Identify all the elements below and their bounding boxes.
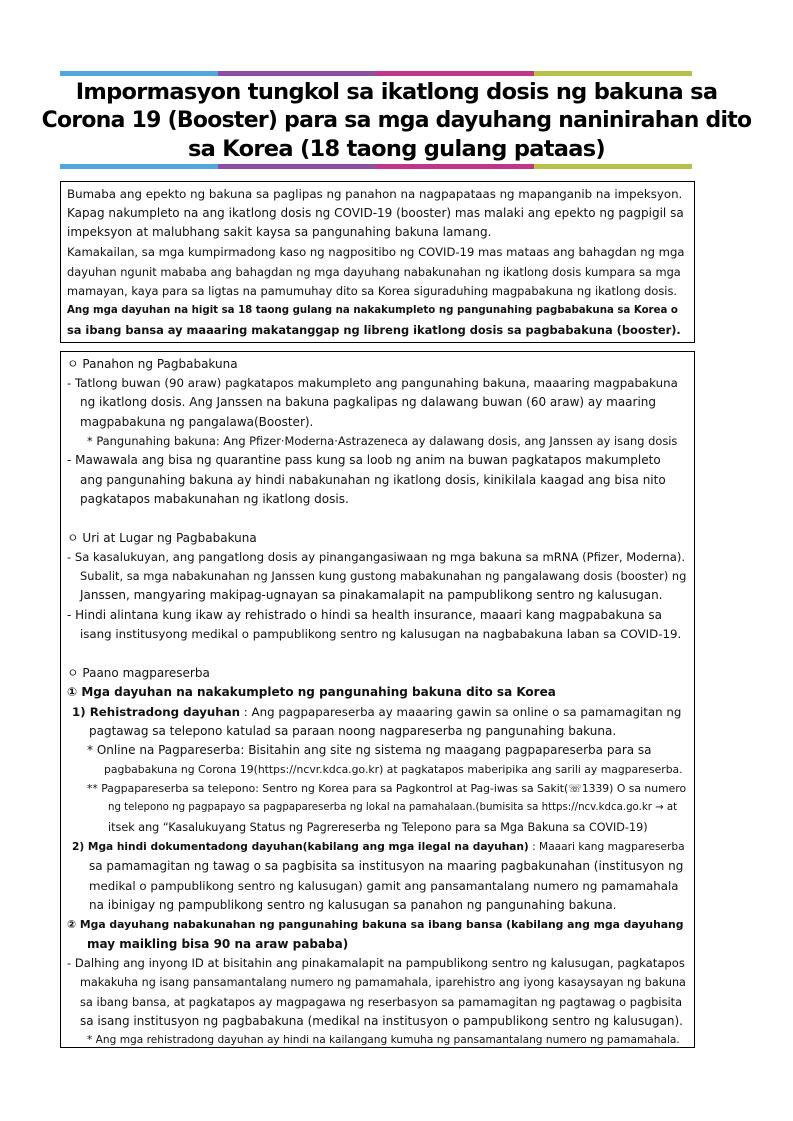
intro-box <box>60 181 695 343</box>
footnote-line: * Pangunahing bakuna: Ang Pfizer·Moderna·Astrazeneca ay dalawang dosis, ang Janssen ay isang dosis <box>87 434 678 448</box>
section-line: pagkatapos mabakunahan ng ikatlong dosis. <box>80 492 349 506</box>
item-label-undocumented: 2) Mga hindi dokumentadong dayuhan(kabilang ang mga ilegal na dayuhan) <box>72 841 529 853</box>
phone-reservation-line: ** Pagpapareserba sa telepono: Sentro ng Korea para sa Pagkontrol at Pag-iwas sa Sakit(☏1339) O sa numero <box>87 782 687 795</box>
section-line: Subalit, sa mga nabakunahan ng Janssen kung gustong mabakunahan ng pangalawang dosis (booster) ng <box>80 569 687 583</box>
stripe-segment-olive <box>534 71 692 76</box>
section-line: ang pangunahing bakuna ay hindi nabakunahan ng ikatlong dosis, kinikilala kaagad ang bisa nito <box>80 473 666 487</box>
section-line: sa ibang bansa, at pagkatapos ay magpagawa ng reserbasyon sa pamamagitan ng pagtawag o pagbisita <box>80 995 683 1009</box>
section-heading-vaccination-period: ㅇ Panahon ng Pagbabakuna <box>67 357 238 371</box>
section-line: makakuha ng isang pansamantalang numero ng pamamahala, iparehistro ang iyong kasaysayan ng bakuna <box>80 976 686 989</box>
title-bottom-stripe <box>60 164 692 169</box>
subsection-title: ① Mga dayuhan na nakakumpleto ng pangunahing bakuna dito sa Korea <box>67 685 556 699</box>
section-line: - Hindi alintana kung ikaw ay rehistrado o hindi sa health insurance, maaari kang magpabakuna sa <box>67 608 663 622</box>
section-line: - Mawawala ang bisa ng quarantine pass kung sa loob ng anim na buwan pagkatapos makumpleto <box>67 453 661 467</box>
section-line: - Sa kasalukuyan, ang pangatlong dosis ay pinangangasiwaan ng mga bakuna sa mRNA (Pfizer, Moderna). <box>67 550 686 564</box>
item-line: pagtawag sa telepono katulad sa paraan noong nagpareserba ng pangunahing bakuna. <box>89 724 617 738</box>
stripe-segment-magenta <box>376 71 534 76</box>
stripe-segment-blue <box>60 71 218 76</box>
main-info-box <box>60 351 695 1048</box>
intro-bold-line: sa ibang bansa ay maaaring makatanggap ng libreng ikatlong dosis sa pagbabakuna (booster). <box>67 323 681 337</box>
section-heading-how-to-reserve: ㅇ Paano magpareserba <box>67 666 210 680</box>
item-text: : Maaari kang magpareserba <box>528 841 685 853</box>
online-reservation-line: pagbabakuna ng Corona 19(https://ncvr.kdca.go.kr) at pagkatapos maberipika ang sarili ay magpareserba. <box>104 763 683 776</box>
intro-line: dayuhan ngunit mababa ang bahagdan ng mga dayuhang nabakunahan ng ikatlong dosis kumpara sa mga <box>67 265 681 279</box>
stripe-segment-purple <box>218 71 376 76</box>
section-line: Janssen, mangyaring makipag-ugnayan sa pinakamalapit na pampublikong sentro ng kalusugan. <box>80 588 663 602</box>
title-line: Impormasyon tungkol sa ikatlong dosis ng bakuna sa <box>75 79 718 105</box>
phone-reservation-line: itsek ang “Kasalukuyang Status ng Pagrereserba ng Telepono para sa Mga Bakuna sa COVID-19) <box>108 821 648 834</box>
item-line: sa pamamagitan ng tawag o sa pagbisita sa institusyon na maaring pagbakunahan (institusyon ng <box>89 859 684 873</box>
stripe-segment-blue <box>60 164 218 169</box>
item-line <box>72 839 685 855</box>
section-line: - Dalhing ang inyong ID at bisitahin ang pinakamalapit na pampublikong sentro ng kalusugan, pagkatapos <box>67 956 685 970</box>
item-line <box>72 704 681 720</box>
stripe-segment-purple <box>218 164 376 169</box>
online-reservation-line: * Online na Pagpareserba: Bisitahin ang site ng sistema ng maagang pagpapareserba para sa <box>87 743 652 757</box>
stripe-segment-magenta <box>376 164 534 169</box>
phone-reservation-line: ng telepono ng pagpapayo sa pagpapareserba ng lokal na pamahalaan.(bumisita sa https://ncv.kdca.go.kr → at <box>108 802 678 813</box>
section-heading-type-and-place: ㅇ Uri at Lugar ng Pagbabakuna <box>67 531 257 545</box>
intro-bold-line: Ang mga dayuhan na higit sa 18 taong gulang na nakakumpleto ng pangunahing pagbabakuna sa Korea o <box>67 305 678 316</box>
section-line: magpabakuna ng pangalawa(Booster). <box>80 415 314 429</box>
subsection-title: ② Mga dayuhang nabakunahan ng pangunahing bakuna sa ibang bansa (kabilang ang mga dayuhang <box>67 918 684 931</box>
item-label-registered: 1) Rehistradong dayuhan <box>72 705 241 719</box>
item-text: : Ang pagpapareserba ay maaaring gawin sa online o sa pamamagitan ng <box>240 705 682 719</box>
stripe-segment-olive <box>534 164 692 169</box>
item-line: medikal o pampublikong sentro ng kalusugan) gamit ang pansamantalang numero ng pamamahala <box>89 879 679 893</box>
intro-line: Kamakailan, sa mga kumpirmadong kaso ng nagpositibo ng COVID-19 mas mataas ang bahagdan ng mga <box>67 245 685 259</box>
intro-line: mamayan, kaya para sa ligtas na pamumuhay dito sa Korea siguraduhing magpabakuna ng ikatlong dosis. <box>67 284 678 298</box>
section-line: ng ikatlong dosis. Ang Janssen na bakuna pagkalipas ng dalawang buwan (60 araw) ay maaring <box>80 395 657 409</box>
title-top-stripe <box>60 71 692 76</box>
section-line: isang institusyong medikal o pampublikong sentro ng kalusugan na nagbabakuna laban sa COVID-19. <box>80 627 682 641</box>
page-title <box>40 78 753 164</box>
intro-line: Kapag nakumpleto na ang ikatlong dosis ng COVID-19 (booster) mas malaki ang epekto ng pagpigil sa <box>67 206 684 220</box>
item-line: na ibinigay ng pampublikong sentro ng kalusugan sa panahon ng pangunahing bakuna. <box>89 898 617 912</box>
section-line: - Tatlong buwan (90 araw) pagkatapos makumpleto ang pangunahing bakuna, maaaring magpabakuna <box>67 376 678 390</box>
subsection-title: may maikling bisa 90 na araw pababa) <box>87 937 349 951</box>
section-line: sa isang institusyon ng pagbabakuna (medikal na institusyon o pampublikong sentro ng kalusugan). <box>80 1014 683 1028</box>
intro-line: impeksyon at malubhang sakit kaysa sa pangunahing bakuna lamang. <box>67 225 492 239</box>
footnote-line: * Ang mga rehistradong dayuhan ay hindi na kailangang kumuha ng pansamantalang numero ng pamamahala. <box>87 1034 680 1046</box>
title-line: Corona 19 (Booster) para sa mga dayuhang naninirahan dito <box>41 107 752 133</box>
title-line: sa Korea (18 taong gulang pataas) <box>187 136 606 162</box>
intro-line: Bumaba ang epekto ng bakuna sa paglipas ng panahon na nagpapataas ng mapanganib na impeksyon. <box>67 187 683 201</box>
